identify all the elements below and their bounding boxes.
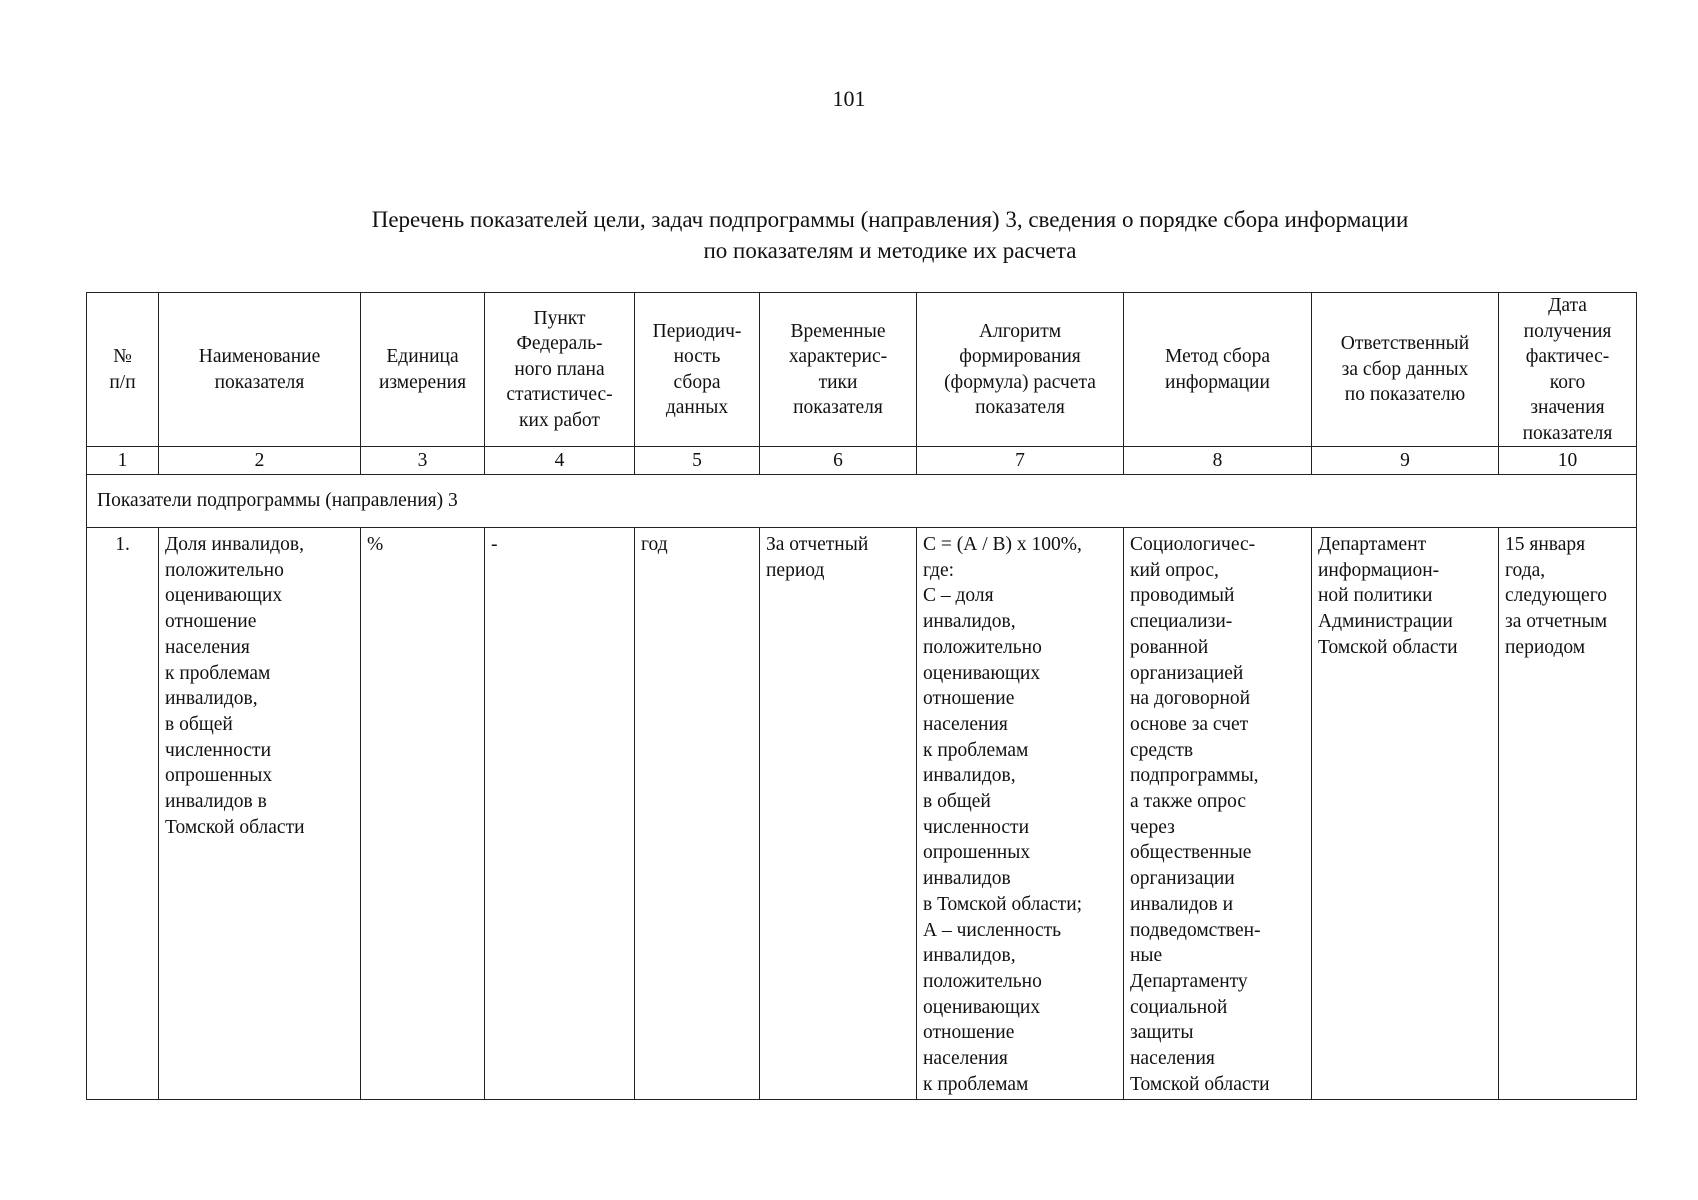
row-indicator-name: Доля инвалидов, положительно оценивающих отношение населения к проблемам инвалидов, в общей численности опрошенных инвалидов в Томской области xyxy=(159,528,361,1100)
column-number: 3 xyxy=(361,447,485,475)
document-title xyxy=(200,204,1580,266)
column-number: 6 xyxy=(760,447,917,475)
column-number: 1 xyxy=(87,447,159,475)
header-federal-plan-item: Пункт Федераль- ного плана статистичес- ких работ xyxy=(485,293,635,447)
column-number: 2 xyxy=(159,447,361,475)
indicators-table xyxy=(86,292,1637,1100)
column-number: 4 xyxy=(485,447,635,475)
table-row xyxy=(87,528,1637,1100)
header-unit: Единица измерения xyxy=(361,293,485,447)
header-collection-method: Метод сбора информации xyxy=(1124,293,1312,447)
header-periodicity: Периодич- ность сбора данных xyxy=(635,293,760,447)
column-number: 7 xyxy=(917,447,1124,475)
row-number: 1. xyxy=(87,528,159,1100)
title-line-1: Перечень показателей цели, задач подпрограммы (направления) 3, сведения о порядке сбора информации xyxy=(371,207,1409,232)
header-number: № п/п xyxy=(87,293,159,447)
column-number-row xyxy=(87,447,1637,475)
column-number: 5 xyxy=(635,447,760,475)
row-time-characteristics: За отчетный период xyxy=(760,528,917,1100)
row-responsible: Департамент информацион- ной политики Администрации Томской области xyxy=(1312,528,1499,1100)
section-row xyxy=(87,475,1637,528)
row-periodicity: год xyxy=(635,528,760,1100)
row-unit: % xyxy=(361,528,485,1100)
row-algorithm: С = (А / В) х 100%, где: С – доля инвалидов, положительно оценивающих отношение населения к проблемам инвалидов, в общей численности опрошенных инвалидов в Томской области; А – численность инвалидов, положительно оценивающих отношение населения к проблемам xyxy=(917,528,1124,1100)
page-number: 101 xyxy=(832,86,866,111)
header-indicator-name: Наименование показателя xyxy=(159,293,361,447)
header-responsible: Ответственный за сбор данных по показателю xyxy=(1312,293,1499,447)
section-title: Показатели подпрограммы (направления) 3 xyxy=(87,475,1637,528)
row-date: 15 января года, следующего за отчетным периодом xyxy=(1499,528,1637,1100)
header-algorithm: Алгоритм формирования (формула) расчета показателя xyxy=(917,293,1124,447)
column-number: 9 xyxy=(1312,447,1499,475)
column-number: 10 xyxy=(1499,447,1637,475)
table-header-row xyxy=(87,293,1637,447)
column-number: 8 xyxy=(1124,447,1312,475)
header-date: Дата получения фактичес- кого значения показателя xyxy=(1499,293,1637,447)
row-federal-plan-item: - xyxy=(485,528,635,1100)
row-collection-method: Социологичес- кий опрос, проводимый специализи- рованной организацией на договорной основе за счет средств подпрограммы, а также опрос через общественные организации инвалидов и подведомствен- ные Департаменту социальной защиты населения Томской области xyxy=(1124,528,1312,1100)
title-line-2: по показателям и методике их расчета xyxy=(703,238,1077,263)
header-time-characteristics: Временные характерис- тики показателя xyxy=(760,293,917,447)
